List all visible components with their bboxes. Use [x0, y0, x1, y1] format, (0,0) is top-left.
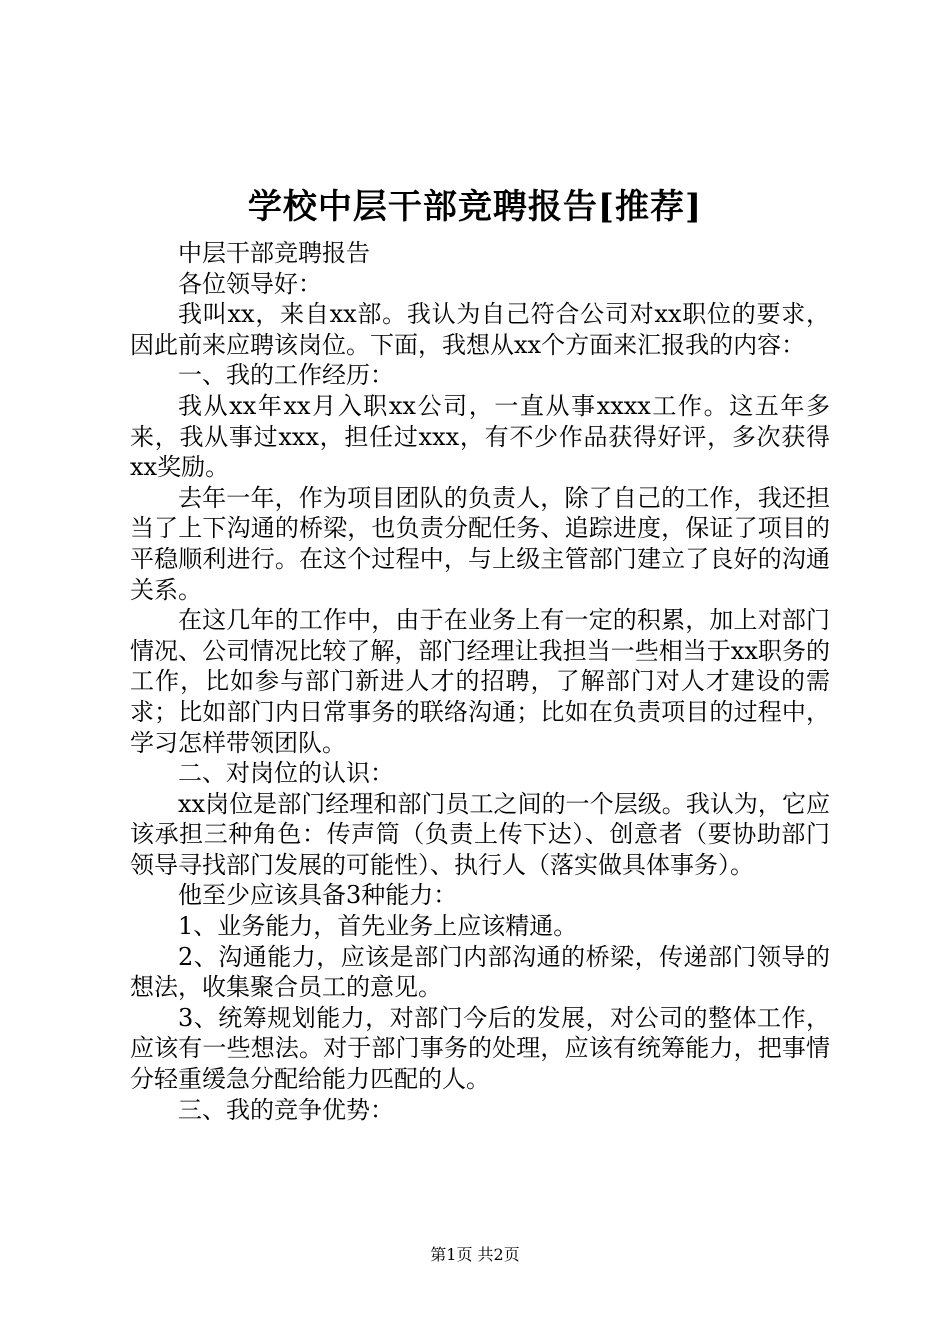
- list-item-communication-ability: 2、沟通能力，应该是部门内部沟通的桥梁，传递部门领导的想法，收集聚合员工的意见。: [130, 942, 830, 1002]
- page-footer: 第1页 共2页: [430, 1245, 520, 1264]
- section-heading-work-experience: 一、我的工作经历：: [178, 361, 394, 390]
- paragraph-team-lead: 去年一年，作为项目团队的负责人，除了自己的工作，我还担当了上下沟通的桥梁，也负责分配任务、追踪进度，保证了项目的平稳顺利进行。在这个过程中，与上级主管部门建立了良好的沟通关系。: [130, 483, 830, 604]
- document-body: [130, 238, 830, 1125]
- document-title: 学校中层干部竞聘报告[推荐]: [247, 187, 703, 227]
- paragraph-introduction: 我叫xx，来自xx部。我认为自己符合公司对xx职位的要求，因此前来应聘该岗位。下面，我想从xx个方面来汇报我的内容：: [130, 300, 830, 359]
- paragraph-responsibilities: 在这几年的工作中，由于在业务上有一定的积累，加上对部门情况、公司情况比较了解，部门经理让我担当一些相当于xx职务的工作，比如参与部门新进人才的招聘，了解部门对人才建设的需求；比如部门内日常事务的联络沟通；比如在负责项目的过程中，学习怎样带领团队。: [130, 606, 830, 757]
- section-heading-competitive-advantage: 三、我的竞争优势：: [178, 1095, 394, 1124]
- paragraph-greeting: 各位领导好：: [178, 269, 322, 298]
- section-heading-position-understanding: 二、对岗位的认识：: [178, 759, 394, 788]
- paragraph-subtitle: 中层干部竞聘报告: [178, 239, 370, 267]
- paragraph-work-history: 我从xx年xx月入职xx公司，一直从事xxxx工作。这五年多来，我从事过xxx，担任过xxx，有不少作品获得好评，多次获得xx奖励。: [130, 391, 830, 482]
- paragraph-abilities-intro: 他至少应该具备3种能力：: [178, 881, 458, 910]
- paragraph-position-roles: xx岗位是部门经理和部门员工之间的一个层级。我认为，它应该承担三种角色：传声筒（负责上传下达）、创意者（要协助部门领导寻找部门发展的可能性）、执行人（落实做具体事务）。: [130, 789, 830, 879]
- list-item-business-ability: 1、业务能力，首先业务上应该精通。: [178, 912, 578, 941]
- list-item-planning-ability: 3、统筹规划能力，对部门今后的发展，对公司的整体工作，应该有一些想法。对于部门事务的处理，应该有统筹能力，把事情分轻重缓急分配给能力匹配的人。: [130, 1003, 830, 1094]
